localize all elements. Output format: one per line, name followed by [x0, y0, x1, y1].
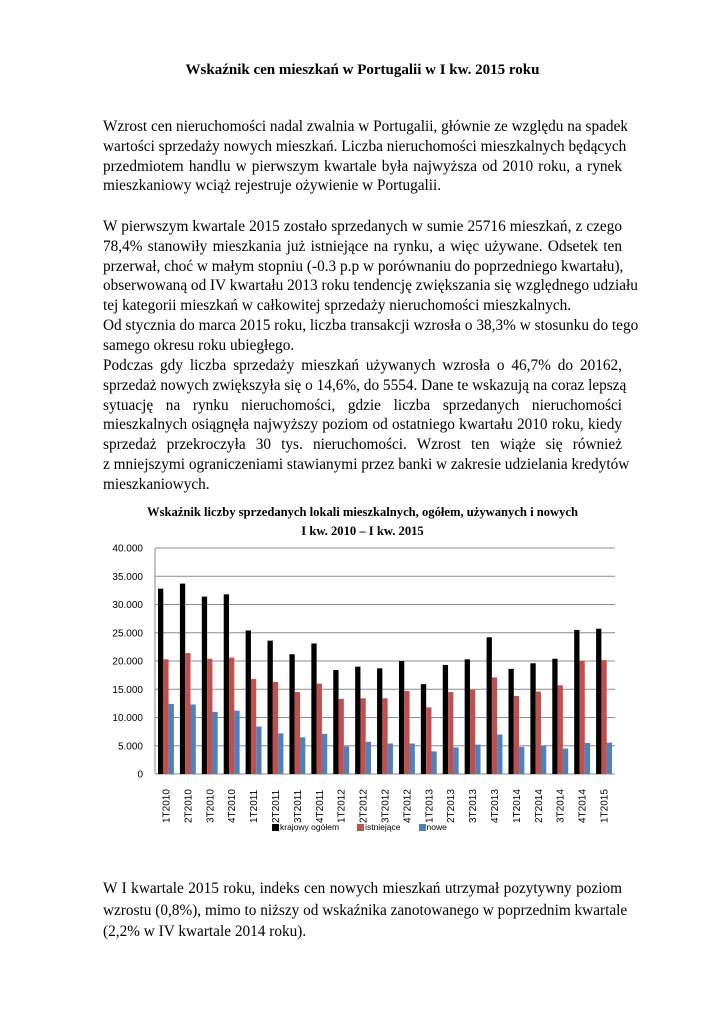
chart-legend	[272, 822, 447, 832]
x-tick-label: 1T2015	[599, 789, 611, 823]
bar-istniejące	[601, 660, 606, 774]
x-tick-label: 3T2014	[555, 789, 567, 823]
bar-istniejące	[514, 696, 519, 774]
text-line: sprzedaż nowych zwiększyła się o 14,6%, do 5554. Dane te wskazują na coraz lepszą	[103, 376, 627, 394]
bar-krajowy-ogółem	[443, 665, 448, 774]
bar-krajowy-ogółem	[574, 630, 579, 774]
bar-istniejące	[360, 698, 365, 774]
text-line: obserwowaną od IV kwartału 2013 roku tendencję zwiększania się względnego udziału	[103, 277, 638, 295]
text-line: mieszkaniowy wciąż rejestruje ożywienie w Portugalii.	[103, 177, 442, 195]
text-line: (2,2% w IV kwartale 2014 roku).	[103, 923, 307, 940]
text-line: W pierwszym kwartale 2015 zostało sprzedanych w sumie 25716 mieszkań, z czego	[103, 218, 622, 235]
bar-nowe	[344, 746, 349, 774]
bar-istniejące	[536, 692, 541, 774]
bar-istniejące	[273, 682, 278, 774]
bar-krajowy-ogółem	[465, 659, 470, 774]
bar-krajowy-ogółem	[377, 668, 382, 774]
text-line: przerwał, choć w małym stopniu (-0.3 p.p w porównaniu do poprzedniego kwartału),	[103, 257, 624, 275]
bar-nowe	[169, 704, 174, 774]
bar-nowe	[191, 705, 196, 774]
x-tick-label: 2T2012	[358, 789, 370, 823]
x-tick-label: 4T2014	[577, 789, 589, 823]
bar-istniejące	[295, 692, 300, 774]
text-line: przedmiotem handlu w pierwszym kwartale była najwyższa od 2010 roku, a rynek	[103, 157, 622, 175]
bar-istniejące	[229, 658, 234, 774]
bar-istniejące	[251, 679, 256, 774]
x-tick-label: 3T2013	[468, 789, 480, 823]
bar-nowe	[256, 727, 261, 774]
y-tick-label: 10.000	[112, 713, 143, 724]
x-tick-label: 4T2011	[314, 789, 326, 823]
x-tick-label: 1T2013	[424, 789, 436, 823]
bar-nowe	[585, 743, 590, 774]
x-tick-label: 1T2014	[511, 789, 523, 823]
x-tick-label: 4T2013	[490, 789, 502, 823]
bar-istniejące	[163, 659, 168, 774]
bar-krajowy-ogółem	[246, 630, 251, 774]
bar-krajowy-ogółem	[487, 637, 492, 774]
bar-krajowy-ogółem	[268, 641, 273, 774]
bar-krajowy-ogółem	[355, 667, 360, 774]
bar-nowe	[212, 712, 217, 774]
bar-nowe	[497, 734, 502, 774]
x-tick-label: 3T2011	[292, 789, 304, 823]
y-tick-label: 25.000	[112, 628, 143, 640]
bar-istniejące	[492, 677, 497, 774]
text-line: sytuację na rynku nieruchomości, gdzie liczba sprzedanych nieruchomości	[103, 396, 622, 414]
bar-krajowy-ogółem	[289, 654, 294, 774]
legend-swatch	[419, 824, 426, 831]
bar-nowe	[322, 734, 327, 774]
x-tick-label: 1T2011	[249, 789, 261, 823]
bar-krajowy-ogółem	[552, 659, 557, 774]
x-tick-label: 2T2011	[270, 789, 282, 823]
legend-label: nowe	[426, 822, 447, 832]
bar-nowe	[300, 737, 305, 774]
x-tick-label: 2T2014	[533, 789, 545, 823]
bar-krajowy-ogółem	[399, 661, 404, 774]
x-tick-label: 3T2012	[380, 789, 392, 823]
text-line: mieszkalnych osiągnęła najwyższy poziom od ostatniego kwartału 2010 roku, kiedy	[103, 416, 622, 434]
bar-istniejące	[579, 661, 584, 774]
bar-krajowy-ogółem	[333, 670, 338, 774]
text-line: tej kategorii mieszkań w całkowitej sprzedaży nieruchomości mieszkalnych.	[103, 297, 572, 315]
bar-nowe	[431, 751, 436, 774]
chart-subtitle: I kw. 2010 – I kw. 2015	[301, 524, 424, 538]
document-title: Wskaźnik cen mieszkań w Portugalii w I kw. 2015 roku	[185, 62, 540, 78]
text-line: sprzedaż przekroczyła 30 tys. nieruchomości. Wzrost ten wiąże się również	[103, 436, 622, 454]
bar-nowe	[410, 743, 415, 774]
legend-item	[419, 822, 447, 832]
text-line: wartości sprzedaży nowych mieszkań. Liczba nieruchomości mieszkalnych będących	[103, 137, 627, 155]
x-tick-label: 4T2012	[402, 789, 414, 823]
bar-krajowy-ogółem	[224, 594, 229, 774]
bar-istniejące	[470, 690, 475, 774]
legend-swatch	[272, 824, 279, 831]
text-line: W I kwartale 2015 roku, indeks cen nowych mieszkań utrzymał pozytywny poziom	[103, 880, 622, 897]
bar-istniejące	[185, 653, 190, 774]
bar-krajowy-ogółem	[530, 663, 535, 774]
bar-nowe	[388, 743, 393, 774]
text-line: z mniejszymi ograniczeniami stawianymi przez banki w zakresie udzielania kredytów	[103, 455, 630, 473]
legend-label: istniejące	[365, 822, 401, 832]
bar-istniejące	[404, 691, 409, 774]
y-tick-label: 0	[137, 769, 143, 781]
text-line: 78,4% stanowiły mieszkania już istniejące na rynku, a więc używane. Odsetek ten	[103, 237, 622, 255]
bar-nowe	[541, 746, 546, 774]
y-tick-label: 20.000	[112, 656, 143, 668]
bar-nowe	[519, 747, 524, 774]
bar-istniejące	[317, 684, 322, 774]
y-tick-label: 40.000	[112, 543, 143, 555]
bar-nowe	[453, 747, 458, 774]
bar-krajowy-ogółem	[202, 597, 207, 774]
legend-item	[357, 822, 400, 832]
x-tick-label: 4T2010	[227, 789, 239, 823]
x-tick-label: 1T2012	[336, 789, 348, 823]
bar-istniejące	[448, 692, 453, 774]
bar-krajowy-ogółem	[596, 629, 601, 774]
final-paragraph	[103, 878, 628, 943]
x-tick-label: 2T2013	[446, 789, 458, 823]
bar-nowe	[563, 749, 568, 774]
bar-krajowy-ogółem	[158, 589, 163, 774]
bar-nowe	[366, 742, 371, 774]
bar-nowe	[607, 743, 612, 774]
bar-istniejące	[339, 699, 344, 774]
y-tick-label: 15.000	[112, 684, 143, 696]
x-tick-label: 1T2010	[161, 789, 173, 823]
text-line: mieszkaniowych.	[103, 475, 210, 493]
bar-krajowy-ogółem	[311, 643, 316, 774]
text-line: Od stycznia do marca 2015 roku, liczba transakcji wzrosła o 38,3% w stosunku do tego	[103, 317, 639, 334]
x-tick-label: 2T2010	[183, 789, 195, 823]
bar-istniejące	[426, 707, 431, 774]
y-tick-label: 35.000	[112, 571, 143, 583]
bar-nowe	[475, 745, 480, 774]
text-line: samego okresu roku ubiegłego.	[103, 336, 295, 354]
bar-krajowy-ogółem	[421, 684, 426, 774]
y-tick-label: 5.000	[117, 741, 143, 753]
legend-swatch	[357, 824, 364, 831]
legend-item	[272, 822, 339, 832]
text-line: wzrostu (0,8%), mimo to niższy od wskaźnika zanotowanego w poprzednim kwartale	[103, 901, 628, 919]
bar-nowe	[278, 733, 283, 774]
bar-istniejące	[382, 698, 387, 774]
bar-istniejące	[558, 685, 563, 774]
x-tick-label: 3T2010	[205, 789, 217, 823]
text-line: Podczas gdy liczba sprzedaży mieszkań używanych wzrosła o 46,7% do 20162,	[103, 357, 622, 374]
legend-label: krajowy ogółem	[280, 822, 340, 832]
bar-istniejące	[207, 659, 212, 774]
y-tick-label: 30.000	[112, 600, 143, 611]
bar-krajowy-ogółem	[508, 669, 513, 774]
bar-nowe	[234, 711, 239, 774]
chart-title: Wskaźnik liczby sprzedanych lokali mieszkalnych, ogółem, używanych i nowych	[146, 505, 579, 519]
bar-krajowy-ogółem	[180, 584, 185, 774]
text-line: Wzrost cen nieruchomości nadal zwalnia w Portugalii, głównie ze względu na spadek	[103, 118, 629, 135]
